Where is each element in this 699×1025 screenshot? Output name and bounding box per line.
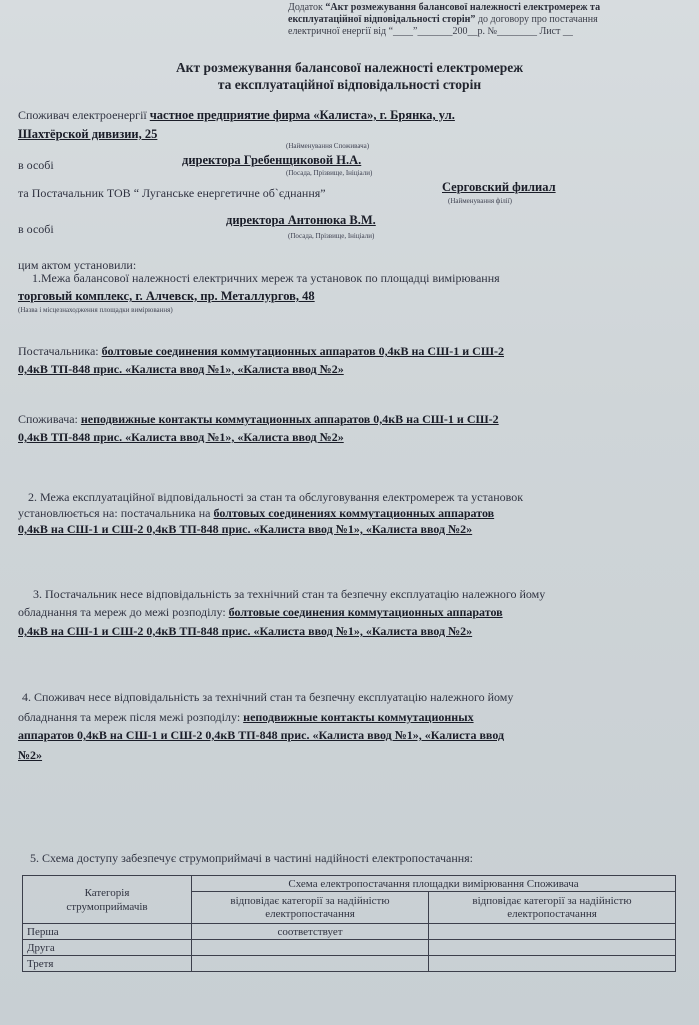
consumer-boundary-line1: Споживача: неподвижные контакты коммутационных аппаратов 0,4кВ на СШ-1 и СШ-2 xyxy=(18,412,499,426)
supplier-person-label: в особі xyxy=(18,222,54,236)
appendix-header-line3: електричної енергії від “____”_______200__р. №________ Лист __ xyxy=(288,26,573,37)
item1-text: 1.Межа балансової належності електричних мереж та установок по площадці вимірювання xyxy=(32,271,500,285)
item4-line1: 4. Споживач несе відповідальність за технічний стан та безпечну експлуатацію належного йому xyxy=(22,690,514,704)
consumer-person-caption: (Посада, Прізвище, Ініціали) xyxy=(286,169,373,177)
category-cell: Третя xyxy=(23,956,192,972)
item4-line4: №2» xyxy=(18,748,43,762)
supplier-label: та Постачальник ТОВ “ Луганське енергетичне об`єднання” xyxy=(18,186,326,200)
consumer-person: директора Гребенщиковой Н.А. xyxy=(182,153,362,167)
other-cell xyxy=(429,924,676,940)
consumer-label-row: Споживач електроенергії частное предприятие фирма «Калиста», г. Брянка, ул. xyxy=(18,108,455,122)
meets-cell: соответствует xyxy=(192,924,429,940)
item4-line3: аппаратов 0,4кВ на СШ-1 и СШ-2 0,4кВ ТП-848 прис. «Калиста ввод №1», «Калиста ввод xyxy=(18,728,505,742)
item3-line1: 3. Постачальник несе відповідальність за технічний стан та безпечну експлуатацію належного йому xyxy=(33,587,546,601)
consumer-name-caption: (Найменування Споживача) xyxy=(286,142,370,150)
group-header: Схема електропостачання площадки вимірювання Споживача xyxy=(192,876,676,892)
supplier-branch: Серговский филиал xyxy=(442,180,556,194)
col-category-header: Категорія струмоприймачів xyxy=(23,876,192,924)
document-title-line1: Акт розмежування балансової належності електромереж xyxy=(175,60,524,75)
document-title-line2: та експлуатаційної відповідальності сторін xyxy=(217,77,482,92)
appendix-header-line1: Додаток “Акт розмежування балансової належності електромереж та xyxy=(288,2,601,13)
table-row xyxy=(23,956,676,972)
item2-line3: 0,4кВ на СШ-1 и СШ-2 0,4кВ ТП-848 прис. «Калиста ввод №1», «Калиста ввод №2» xyxy=(18,522,473,536)
item2-line1: 2. Межа експлуатаційної відповідальності за стан та обслуговування електромереж та установок xyxy=(28,490,524,504)
col-other-header: відповідає категорії за надійністю електропостачання xyxy=(429,892,676,924)
col-meets-header: відповідає категорії за надійністю електропостачання xyxy=(192,892,429,924)
other-cell xyxy=(429,956,676,972)
table-row xyxy=(23,924,676,940)
supplier-person-caption: (Посада, Прізвище, Ініціали) xyxy=(288,232,375,240)
item3-line3: 0,4кВ на СШ-1 и СШ-2 0,4кВ ТП-848 прис. «Калиста ввод №1», «Калиста ввод №2» xyxy=(18,624,473,638)
item2-line2: установлюється на: постачальника на болтовых соединениях коммутационных аппаратов xyxy=(18,506,495,520)
item1-site-caption: (Назва і місцезнаходження площадки вимірювання) xyxy=(18,306,173,314)
item3-line2: обладнання та мереж до межі розподілу: болтовые соединения коммутационных аппаратов xyxy=(18,605,503,619)
category-cell: Друга xyxy=(23,940,192,956)
reliability-table xyxy=(22,875,676,972)
supplier-boundary-line1: Постачальника: болтовые соединения коммутационных аппаратов 0,4кВ на СШ-1 и СШ-2 xyxy=(18,344,504,358)
established-text: цим актом установили: xyxy=(18,258,137,272)
item1-site: торговый комплекс, г. Алчевск, пр. Металлургов, 48 xyxy=(18,289,315,303)
consumer-name: частное предприятие фирма «Калиста», г. Брянка, ул. xyxy=(149,108,455,122)
meets-cell xyxy=(192,956,429,972)
appendix-header-line2: експлуатаційної відповідальності сторін” до договору про постачання xyxy=(288,14,598,25)
category-cell: Перша xyxy=(23,924,192,940)
meets-cell xyxy=(192,940,429,956)
item4-line2: обладнання та мереж після межі розподілу: неподвижные контакты коммутационных xyxy=(18,710,474,724)
supplier-branch-caption: (Найменування філії) xyxy=(448,197,512,205)
supplier-boundary-line2: 0,4кВ ТП-848 прис. «Калиста ввод №1», «Калиста ввод №2» xyxy=(18,362,344,376)
consumer-person-label: в особі xyxy=(18,158,54,172)
consumer-boundary-line2: 0,4кВ ТП-848 прис. «Калиста ввод №1», «Калиста ввод №2» xyxy=(18,430,344,444)
table-row xyxy=(23,940,676,956)
item5-text: 5. Схема доступу забезпечує струмоприймачі в частині надійності електропостачання: xyxy=(30,851,474,865)
other-cell xyxy=(429,940,676,956)
supplier-person: директора Антонюка В.М. xyxy=(226,213,376,227)
consumer-name-cont: Шахтёрской дивизии, 25 xyxy=(18,127,158,141)
